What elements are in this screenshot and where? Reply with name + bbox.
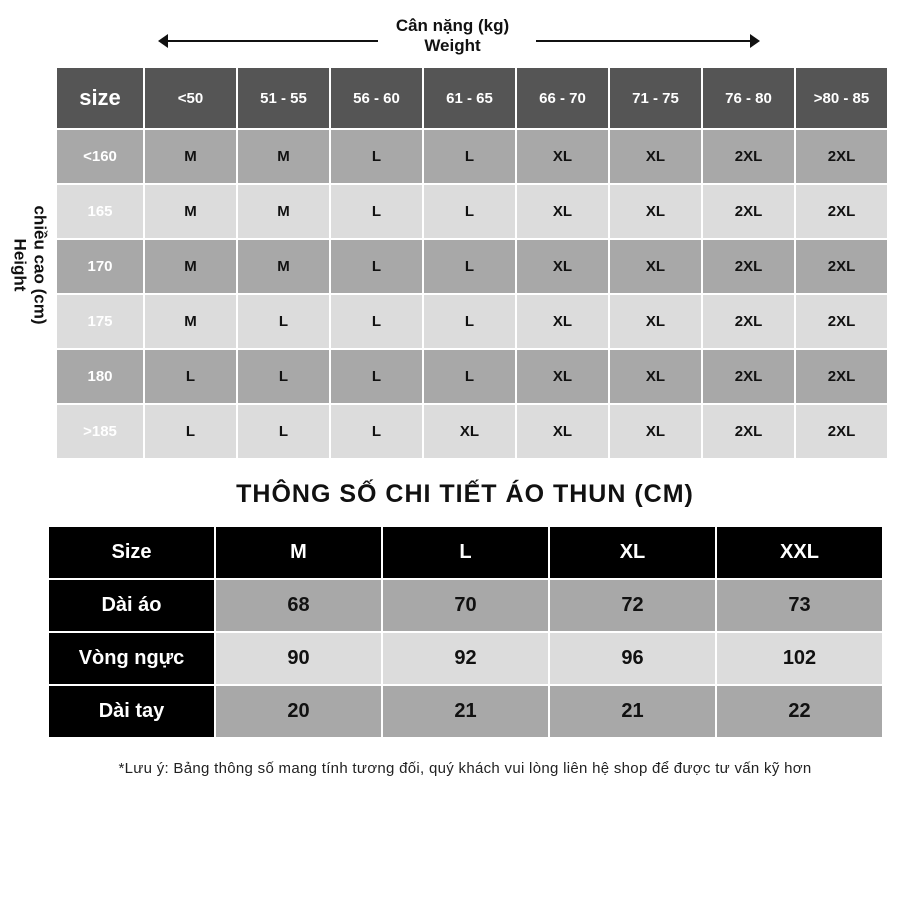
size-cell: 2XL: [702, 294, 795, 349]
size-cell: 2XL: [702, 184, 795, 239]
height-label-rotated: [10, 205, 50, 324]
height-cell: 175: [56, 294, 144, 349]
height-cell: <160: [56, 129, 144, 184]
spec-value-cell: 90: [215, 632, 382, 685]
size-cell: 2XL: [795, 349, 888, 404]
size-chart-row: [56, 294, 888, 349]
size-cell: XL: [609, 184, 702, 239]
size-cell: L: [237, 294, 330, 349]
size-cell: 2XL: [795, 404, 888, 459]
size-cell: XL: [609, 294, 702, 349]
weight-range-header: 71 - 75: [609, 67, 702, 129]
size-cell: XL: [609, 404, 702, 459]
spec-value-cell: 92: [382, 632, 549, 685]
weight-axis-title: [380, 16, 525, 56]
size-corner-label: size: [56, 67, 144, 129]
height-cell: 170: [56, 239, 144, 294]
spec-size-column: XL: [549, 526, 716, 579]
spec-row-label: Vòng ngực: [48, 632, 215, 685]
spec-row: [48, 579, 883, 632]
weight-title-en: Weight: [424, 36, 481, 55]
spec-size-header: Size: [48, 526, 215, 579]
size-cell: L: [423, 129, 516, 184]
size-chart-row: [56, 129, 888, 184]
spec-value-cell: 20: [215, 685, 382, 738]
spec-value-cell: 73: [716, 579, 883, 632]
spec-row: [48, 685, 883, 738]
size-cell: M: [237, 239, 330, 294]
right-arrow-icon: [536, 40, 756, 42]
spec-size-column: L: [382, 526, 549, 579]
height-label-en: Height: [11, 238, 31, 292]
spec-value-cell: 70: [382, 579, 549, 632]
spec-section-title: THÔNG SỐ CHI TIẾT ÁO THUN (CM): [236, 480, 694, 508]
size-chart-header-row: [56, 67, 888, 129]
size-cell: 2XL: [795, 239, 888, 294]
size-cell: M: [144, 294, 237, 349]
size-cell: M: [144, 239, 237, 294]
size-cell: L: [330, 184, 423, 239]
size-cell: XL: [516, 404, 609, 459]
spec-row-label: Dài tay: [48, 685, 215, 738]
height-cell: >185: [56, 404, 144, 459]
footnote: *Lưu ý: Bảng thông số mang tính tương đối, quý khách vui lòng liên hệ shop để được tư vấn kỹ hơn: [118, 760, 812, 777]
size-cell: XL: [516, 184, 609, 239]
size-cell: XL: [423, 404, 516, 459]
size-cell: XL: [516, 349, 609, 404]
size-chart-row: [56, 184, 888, 239]
weight-title-vi: Cân nặng (kg): [395, 16, 510, 35]
size-cell: 2XL: [795, 294, 888, 349]
weight-range-header: >80 - 85: [795, 67, 888, 129]
size-chart-table: [55, 66, 889, 460]
size-cell: XL: [609, 349, 702, 404]
size-cell: M: [144, 184, 237, 239]
size-cell: 2XL: [702, 349, 795, 404]
spec-value-cell: 72: [549, 579, 716, 632]
size-cell: L: [144, 349, 237, 404]
size-cell: L: [423, 294, 516, 349]
size-cell: 2XL: [702, 404, 795, 459]
size-cell: 2XL: [795, 184, 888, 239]
size-cell: XL: [609, 239, 702, 294]
weight-range-header: 66 - 70: [516, 67, 609, 129]
size-chart-row: [56, 404, 888, 459]
size-cell: XL: [516, 239, 609, 294]
size-cell: XL: [516, 294, 609, 349]
size-cell: M: [237, 129, 330, 184]
size-cell: XL: [516, 129, 609, 184]
height-axis-label: [8, 197, 52, 333]
size-cell: L: [144, 404, 237, 459]
weight-range-header: 56 - 60: [330, 67, 423, 129]
size-cell: M: [237, 184, 330, 239]
spec-value-cell: 96: [549, 632, 716, 685]
height-cell: 165: [56, 184, 144, 239]
size-cell: L: [330, 404, 423, 459]
weight-range-header: 76 - 80: [702, 67, 795, 129]
spec-size-column: XXL: [716, 526, 883, 579]
height-label-vi: chiều cao (cm): [31, 205, 51, 325]
size-cell: L: [423, 239, 516, 294]
spec-size-column: M: [215, 526, 382, 579]
size-cell: L: [330, 349, 423, 404]
weight-range-header: 61 - 65: [423, 67, 516, 129]
left-arrow-icon: [162, 40, 378, 42]
size-cell: 2XL: [795, 129, 888, 184]
spec-header-row: [48, 526, 883, 579]
weight-range-header: 51 - 55: [237, 67, 330, 129]
size-cell: XL: [609, 129, 702, 184]
spec-value-cell: 21: [549, 685, 716, 738]
size-chart-row: [56, 349, 888, 404]
weight-header: [0, 16, 900, 60]
size-cell: L: [237, 349, 330, 404]
size-cell: L: [330, 239, 423, 294]
size-cell: L: [423, 184, 516, 239]
spec-value-cell: 22: [716, 685, 883, 738]
size-cell: 2XL: [702, 239, 795, 294]
size-cell: L: [330, 129, 423, 184]
spec-table: [47, 525, 884, 739]
spec-value-cell: 68: [215, 579, 382, 632]
size-cell: 2XL: [702, 129, 795, 184]
weight-range-header: <50: [144, 67, 237, 129]
height-cell: 180: [56, 349, 144, 404]
size-chart-row: [56, 239, 888, 294]
spec-value-cell: 21: [382, 685, 549, 738]
size-cell: L: [237, 404, 330, 459]
size-cell: L: [423, 349, 516, 404]
spec-value-cell: 102: [716, 632, 883, 685]
size-cell: L: [330, 294, 423, 349]
size-cell: M: [144, 129, 237, 184]
spec-row-label: Dài áo: [48, 579, 215, 632]
spec-row: [48, 632, 883, 685]
